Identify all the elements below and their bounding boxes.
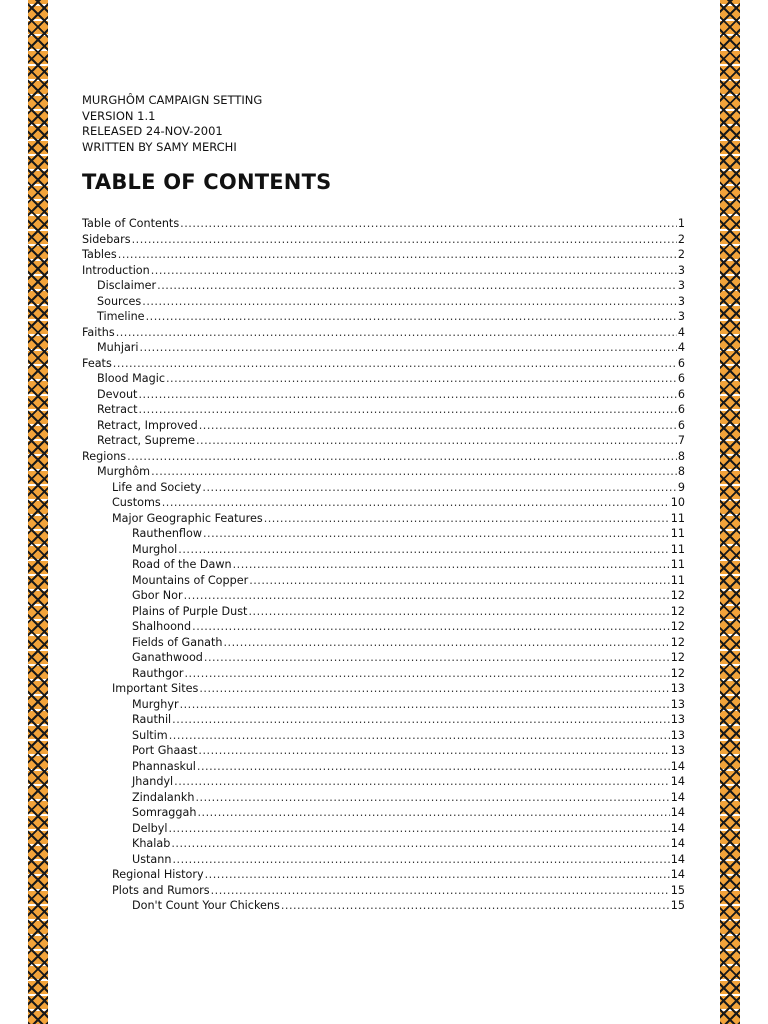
- toc-entry[interactable]: [82, 774, 685, 790]
- release-date: RELEASED 24-NOV-2001: [82, 124, 223, 138]
- toc-entry[interactable]: [82, 449, 685, 465]
- toc-entry[interactable]: [82, 402, 685, 418]
- toc-entry-label: Sources: [97, 294, 142, 308]
- toc-entry-label: Road of the Dawn: [132, 558, 232, 571]
- toc-leader-dots: [248, 604, 669, 620]
- author: WRITTEN BY SAMY MERCHI: [82, 139, 237, 154]
- toc-leader-dots: [205, 867, 670, 883]
- toc-entry-page: 12: [670, 620, 685, 633]
- toc-entry[interactable]: [82, 495, 685, 511]
- toc-entry-page: 11: [670, 527, 685, 540]
- toc-entry-label: Blood Magic: [97, 372, 165, 385]
- toc-entry-label: Murghol: [132, 542, 178, 556]
- toc-leader-dots: [142, 294, 677, 310]
- toc-leader-dots: [162, 495, 670, 511]
- toc-entry-page: 11: [670, 573, 685, 587]
- toc-entry-label: Tables: [82, 248, 117, 261]
- toc-entry-page: 2: [677, 248, 685, 261]
- toc-entry-label: Rauthenflow: [132, 527, 202, 540]
- toc-entry[interactable]: [82, 790, 685, 806]
- toc-entry[interactable]: [82, 604, 685, 620]
- toc-entry-label: Muhjari: [97, 341, 139, 354]
- toc-leader-dots: [281, 898, 670, 914]
- toc-entry[interactable]: [82, 526, 685, 542]
- toc-leader-dots: [211, 883, 670, 899]
- toc-entry-page: 2: [677, 232, 685, 246]
- toc-entry[interactable]: [82, 247, 685, 263]
- toc-entry-label: Rauthil: [132, 713, 172, 726]
- toc-leader-dots: [185, 666, 670, 682]
- toc-entry-label: Shalhoond: [132, 620, 192, 633]
- toc-entry-page: 6: [677, 372, 685, 385]
- toc-entry[interactable]: [82, 232, 685, 248]
- toc-entry[interactable]: [82, 588, 685, 604]
- toc-entry-page: 13: [670, 697, 685, 711]
- toc-entry[interactable]: [82, 681, 685, 697]
- toc-leader-dots: [116, 325, 677, 341]
- toc-entry-page: 6: [677, 356, 685, 370]
- toc-entry-label: Fields of Ganath: [132, 635, 223, 649]
- toc-entry-label: Plots and Rumors: [112, 883, 210, 897]
- toc-entry-page: 15: [670, 883, 685, 897]
- toc-leader-dots: [132, 232, 677, 248]
- toc-leader-dots: [203, 526, 670, 542]
- toc-leader-dots: [171, 836, 669, 852]
- toc-leader-dots: [249, 573, 670, 589]
- toc-leader-dots: [196, 433, 677, 449]
- toc-entry-label: Murghôm: [97, 465, 151, 478]
- toc-entry-page: 14: [670, 821, 685, 835]
- version: VERSION 1.1: [82, 108, 156, 123]
- decorative-border-left: [28, 0, 48, 1024]
- toc-entry-page: 6: [677, 403, 685, 416]
- toc-entry-page: 10: [670, 496, 685, 509]
- toc-entry-label: Major Geographic Features: [112, 511, 263, 525]
- toc-leader-dots: [146, 309, 677, 325]
- toc-entry-label: Don't Count Your Chickens: [132, 899, 280, 912]
- toc-leader-dots: [192, 619, 670, 635]
- toc-entry[interactable]: [82, 635, 685, 651]
- toc-entry-page: 6: [677, 418, 685, 432]
- toc-entry-page: 1: [677, 217, 685, 230]
- toc-entry-page: 4: [677, 341, 685, 354]
- toc-entry-label: Disclaimer: [97, 279, 157, 292]
- toc-entry[interactable]: [82, 697, 685, 713]
- toc-entry[interactable]: [82, 294, 685, 310]
- toc-entry-page: 14: [670, 837, 685, 850]
- toc-entry-page: 14: [670, 806, 685, 819]
- toc-entry[interactable]: [82, 650, 685, 666]
- table-of-contents: [82, 216, 685, 914]
- toc-entry-label: Timeline: [97, 310, 145, 323]
- toc-entry-label: Sidebars: [82, 232, 131, 246]
- toc-leader-dots: [166, 371, 677, 387]
- toc-entry-label: Rauthgor: [132, 666, 184, 680]
- toc-entry[interactable]: [82, 805, 685, 821]
- toc-entry[interactable]: [82, 433, 685, 449]
- toc-leader-dots: [233, 557, 670, 573]
- toc-entry-label: Khalab: [132, 837, 171, 850]
- toc-entry-page: 13: [670, 744, 685, 757]
- toc-entry-label: Ustann: [132, 852, 172, 866]
- toc-entry[interactable]: [82, 883, 685, 899]
- toc-entry-page: 12: [670, 635, 685, 649]
- toc-entry-page: 6: [677, 387, 685, 401]
- toc-entry[interactable]: [82, 743, 685, 759]
- toc-entry-page: 13: [670, 682, 685, 695]
- toc-leader-dots: [139, 402, 677, 418]
- toc-leader-dots: [199, 418, 677, 434]
- toc-entry-label: Regional History: [112, 868, 204, 881]
- toc-entry[interactable]: [82, 356, 685, 372]
- toc-entry[interactable]: [82, 619, 685, 635]
- toc-leader-dots: [151, 263, 677, 279]
- toc-leader-dots: [184, 588, 670, 604]
- toc-leader-dots: [174, 774, 670, 790]
- toc-entry[interactable]: [82, 852, 685, 868]
- toc-leader-dots: [180, 697, 670, 713]
- toc-entry[interactable]: [82, 821, 685, 837]
- toc-entry[interactable]: [82, 480, 685, 496]
- toc-entry-label: Devout: [97, 387, 138, 401]
- toc-entry-page: 9: [677, 480, 685, 494]
- toc-entry-label: Customs: [112, 496, 161, 509]
- toc-entry[interactable]: [82, 309, 685, 325]
- toc-entry-label: Retract: [97, 403, 138, 416]
- decorative-border-right: [720, 0, 740, 1024]
- toc-entry[interactable]: [82, 216, 685, 232]
- toc-entry-label: Regions: [82, 449, 127, 463]
- toc-entry-label: Important Sites: [112, 682, 199, 695]
- toc-entry-label: Introduction: [82, 263, 150, 277]
- page-title: TABLE OF CONTENTS: [82, 170, 332, 194]
- toc-entry-page: 7: [677, 434, 685, 447]
- toc-leader-dots: [151, 464, 677, 480]
- toc-entry[interactable]: [82, 759, 685, 775]
- toc-leader-dots: [180, 216, 677, 232]
- toc-entry-label: Murghyr: [132, 697, 179, 711]
- toc-entry[interactable]: [82, 573, 685, 589]
- toc-leader-dots: [195, 790, 669, 806]
- toc-leader-dots: [168, 821, 669, 837]
- toc-entry[interactable]: [82, 728, 685, 744]
- toc-entry-page: 14: [670, 759, 685, 773]
- toc-entry-page: 4: [677, 325, 685, 339]
- toc-entry-label: Somraggah: [132, 806, 197, 819]
- toc-entry-page: 12: [670, 604, 685, 618]
- toc-entry-page: 3: [677, 294, 685, 308]
- toc-entry-page: 3: [677, 310, 685, 323]
- toc-entry[interactable]: [82, 340, 685, 356]
- toc-leader-dots: [204, 650, 670, 666]
- toc-entry-page: 12: [670, 589, 685, 602]
- toc-entry-page: 14: [670, 868, 685, 881]
- toc-entry-page: 14: [670, 775, 685, 788]
- toc-entry[interactable]: [82, 836, 685, 852]
- toc-entry-label: Mountains of Copper: [132, 573, 249, 587]
- toc-entry[interactable]: [82, 464, 685, 480]
- toc-entry-label: Delbyl: [132, 821, 168, 835]
- toc-leader-dots: [224, 635, 670, 651]
- toc-entry-label: Gbor Nor: [132, 589, 183, 602]
- toc-leader-dots: [198, 743, 669, 759]
- toc-entry-label: Life and Society: [112, 480, 202, 494]
- toc-leader-dots: [199, 681, 669, 697]
- toc-entry-page: 11: [670, 558, 685, 571]
- toc-entry-label: Jhandyl: [132, 775, 174, 788]
- document-header: [82, 93, 262, 155]
- setting-name: MURGHÔM CAMPAIGN SETTING: [82, 93, 263, 107]
- toc-entry-page: 12: [670, 651, 685, 664]
- toc-entry[interactable]: [82, 898, 685, 914]
- toc-entry[interactable]: [82, 867, 685, 883]
- toc-leader-dots: [127, 449, 677, 465]
- toc-entry[interactable]: [82, 371, 685, 387]
- toc-leader-dots: [202, 480, 676, 496]
- toc-entry-page: 3: [677, 279, 685, 292]
- toc-entry-page: 12: [670, 666, 685, 680]
- toc-entry-label: Faiths: [82, 325, 115, 339]
- toc-entry[interactable]: [82, 557, 685, 573]
- toc-leader-dots: [157, 278, 677, 294]
- toc-leader-dots: [113, 356, 677, 372]
- toc-leader-dots: [138, 387, 676, 403]
- toc-entry-label: Sultim: [132, 728, 168, 742]
- toc-entry[interactable]: [82, 278, 685, 294]
- toc-entry[interactable]: [82, 263, 685, 279]
- toc-entry[interactable]: [82, 325, 685, 341]
- toc-leader-dots: [140, 340, 677, 356]
- toc-entry[interactable]: [82, 542, 685, 558]
- toc-leader-dots: [264, 511, 670, 527]
- toc-entry[interactable]: [82, 511, 685, 527]
- toc-entry-label: Table of Contents: [82, 217, 180, 230]
- toc-leader-dots: [172, 712, 670, 728]
- toc-entry[interactable]: [82, 666, 685, 682]
- toc-entry-label: Ganathwood: [132, 651, 203, 664]
- toc-entry-page: 8: [677, 465, 685, 478]
- toc-entry-label: Phannaskul: [132, 759, 196, 773]
- toc-leader-dots: [118, 247, 677, 263]
- toc-leader-dots: [169, 728, 670, 744]
- toc-leader-dots: [172, 852, 669, 868]
- toc-entry-label: Retract, Supreme: [97, 434, 195, 447]
- toc-entry-page: 8: [677, 449, 685, 463]
- toc-entry-page: 14: [670, 790, 685, 804]
- toc-entry[interactable]: [82, 418, 685, 434]
- toc-entry-page: 14: [670, 852, 685, 866]
- toc-entry-label: Retract, Improved: [97, 418, 198, 432]
- toc-entry-label: Feats: [82, 356, 112, 370]
- toc-entry-page: 3: [677, 263, 685, 277]
- toc-entry-page: 13: [670, 728, 685, 742]
- toc-entry-label: Zindalankh: [132, 790, 195, 804]
- toc-leader-dots: [197, 759, 670, 775]
- toc-entry[interactable]: [82, 387, 685, 403]
- toc-entry-page: 13: [670, 713, 685, 726]
- toc-entry[interactable]: [82, 712, 685, 728]
- toc-entry-page: 15: [670, 899, 685, 912]
- toc-leader-dots: [178, 542, 669, 558]
- toc-entry-page: 11: [670, 511, 685, 525]
- toc-entry-label: Plains of Purple Dust: [132, 604, 248, 618]
- toc-entry-label: Port Ghaast: [132, 744, 198, 757]
- toc-entry-page: 11: [670, 542, 685, 556]
- toc-leader-dots: [197, 805, 669, 821]
